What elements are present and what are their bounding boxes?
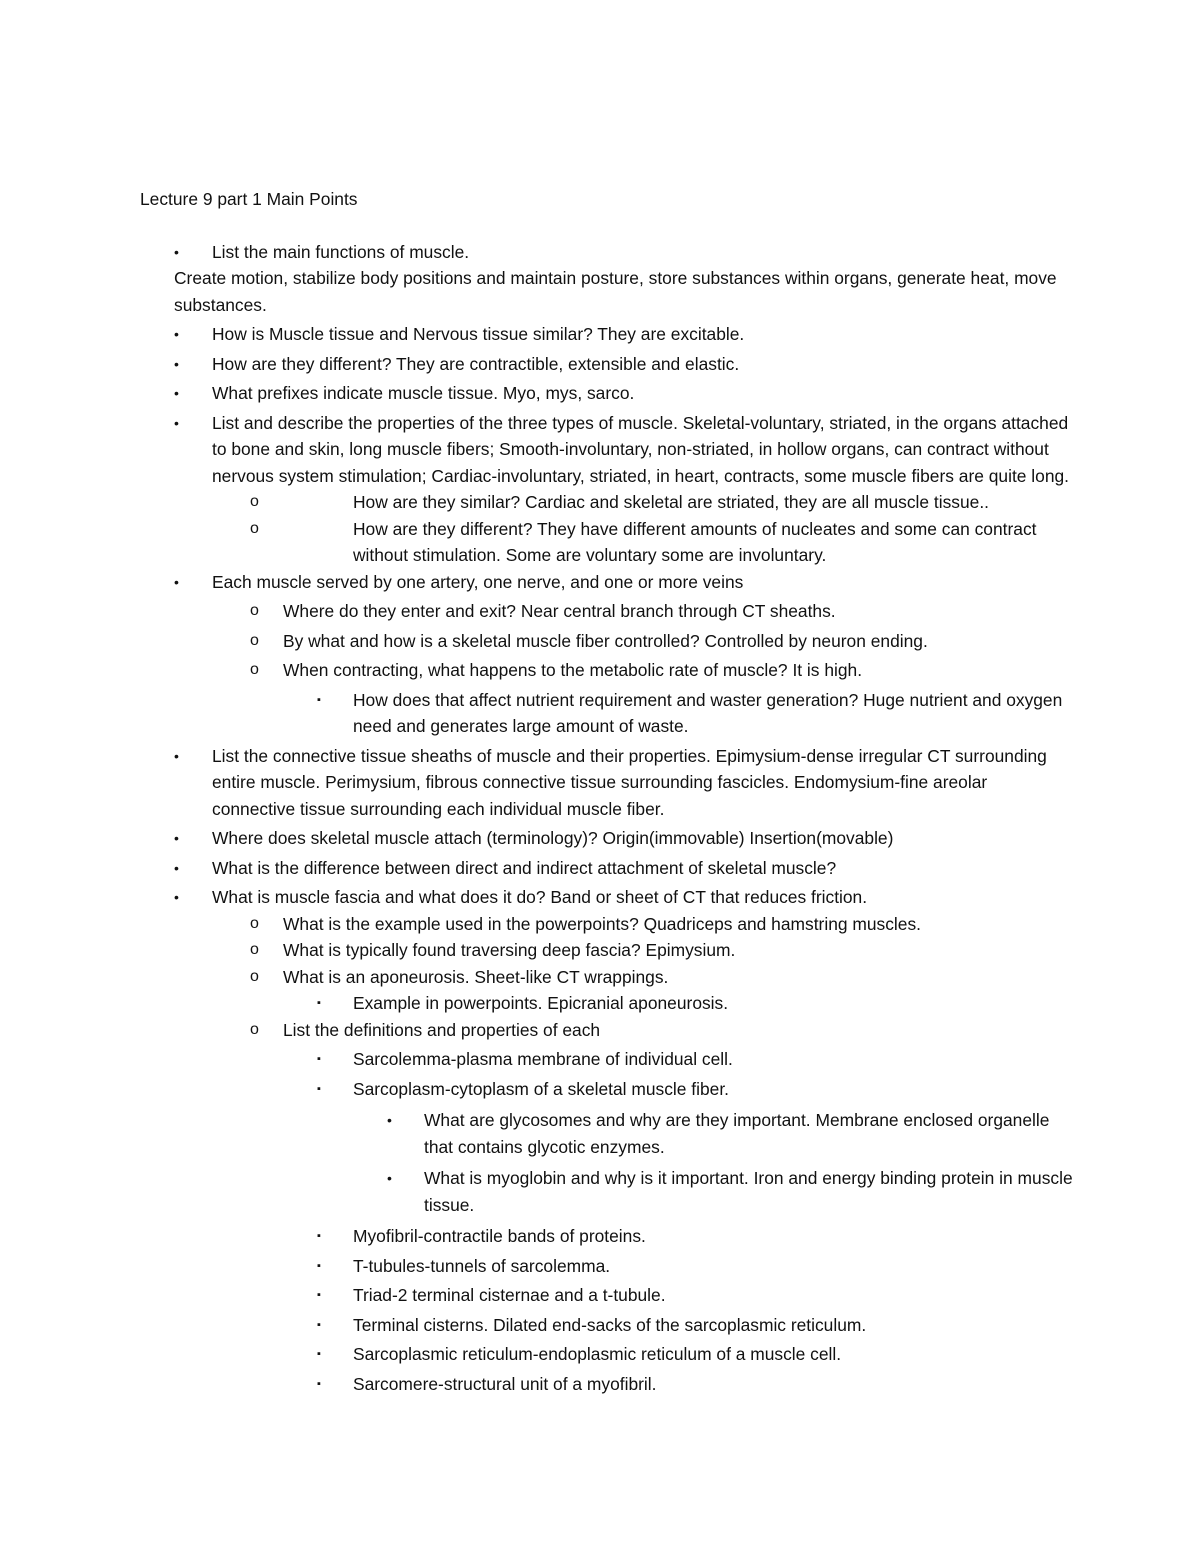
outline-item-text: How are they different? They have different amounts of nucleates and some can contract without stimulation. Some are voluntary some are involuntary. xyxy=(353,518,1037,565)
outline-item-text: How are they different? They are contractible, extensible and elastic. xyxy=(212,353,740,374)
outline-item-text: Each muscle served by one artery, one nerve, and one or more veins xyxy=(212,571,744,592)
outline-item-level-2 xyxy=(250,657,1083,684)
bullet-icon: • xyxy=(174,414,179,431)
circle-bullet-icon: o xyxy=(250,967,259,985)
outline-item-text: What is the example used in the powerpoints? Quadriceps and hamstring muscles. xyxy=(283,913,921,934)
circle-bullet-icon: o xyxy=(250,493,259,510)
outline-item-level-3 xyxy=(317,1223,1073,1250)
bullet-icon: • xyxy=(174,326,179,342)
outline-item-text: What is typically found traversing deep fascia? Epimysium. xyxy=(283,940,736,960)
outline-item-text: Sarcomere-structural unit of a myofibril. xyxy=(353,1373,657,1394)
outline-item-level-3 xyxy=(317,1046,1073,1073)
outline-item-level-2 xyxy=(250,489,1073,516)
outline-item-text: Sarcoplasmic reticulum-endoplasmic reticulum of a muscle cell. xyxy=(353,1344,842,1364)
outline-item-level-2 xyxy=(250,964,1083,991)
outline-item-level-1 xyxy=(174,884,1072,911)
bullet-icon: • xyxy=(387,1112,392,1128)
bullet-icon: • xyxy=(174,355,179,372)
outline-item-level-3 xyxy=(317,1076,1073,1103)
circle-bullet-icon: o xyxy=(250,602,259,619)
outline-item-level-2 xyxy=(250,598,1083,625)
square-bullet-icon: ▪ xyxy=(317,1377,321,1390)
outline-item-text: What is muscle fascia and what does it do? Band or sheet of CT that reduces friction. xyxy=(212,887,868,907)
outline-item-text: What is myoglobin and why is it important. Iron and energy binding protein in muscle tissue. xyxy=(424,1168,1073,1215)
square-bullet-icon: ▪ xyxy=(317,1259,321,1272)
outline-item-level-3 xyxy=(317,1253,1073,1280)
bullet-icon: • xyxy=(174,243,179,260)
bullet-icon: • xyxy=(174,573,179,590)
square-bullet-icon: ▪ xyxy=(317,1348,321,1360)
outline-item-text: What are glycosomes and why are they important. Membrane enclosed organelle that contains glycotic enzymes. xyxy=(424,1110,1050,1157)
bullet-icon: • xyxy=(174,859,179,876)
outline-item-text: By what and how is a skeletal muscle fiber controlled? Controlled by neuron ending. xyxy=(283,630,928,651)
outline-item-text: When contracting, what happens to the metabolic rate of muscle? It is high. xyxy=(283,660,863,680)
outline-item-text: T-tubules-tunnels of sarcolemma. xyxy=(353,1255,611,1276)
outline-item-text: List and describe the properties of the three types of muscle. Skeletal-voluntary, striated, in the organs attached to bone and skin, long muscle fibers; Smooth-involuntary, non-striated, in hollow organs, can contract without nervous system stimulation; Cardiac-involuntary, striated, in heart, contracts, some muscle fibers are quite long. xyxy=(212,412,1070,486)
square-bullet-icon: ▪ xyxy=(317,693,321,706)
outline-item-text: Myofibril-contractile bands of proteins. xyxy=(353,1226,646,1246)
square-bullet-icon: ▪ xyxy=(317,1053,321,1065)
outline-item-text: Sarcoplasm-cytoplasm of a skeletal muscle fiber. xyxy=(353,1078,729,1099)
outline-item-text: What is the difference between direct and indirect attachment of skeletal muscle? xyxy=(212,857,837,878)
outline-item-level-1 xyxy=(174,855,1072,882)
outline-item-level-1 xyxy=(174,239,1072,266)
bullet-icon: • xyxy=(174,830,179,846)
outline-item-level-1 xyxy=(174,410,1072,490)
square-bullet-icon: ▪ xyxy=(317,1318,321,1331)
bullet-icon: • xyxy=(174,385,179,401)
outline-item-level-1 xyxy=(174,825,1072,852)
outline-item-text: How does that affect nutrient requirement and waster generation? Huge nutrient and oxygen need and generates large amount of waste. xyxy=(353,689,1063,736)
bullet-icon: • xyxy=(387,1170,392,1186)
outline-item-level-3 xyxy=(317,990,1073,1017)
outline-item-text: Where do they enter and exit? Near central branch through CT sheaths. xyxy=(283,601,836,621)
outline-list xyxy=(0,239,1200,1398)
circle-bullet-icon: o xyxy=(250,631,259,649)
outline-item-level-2 xyxy=(250,937,1083,964)
outline-item-text: Sarcolemma-plasma membrane of individual cell. xyxy=(353,1049,733,1069)
circle-bullet-icon: o xyxy=(250,661,259,678)
outline-item-text: What is an aponeurosis. Sheet-like CT wrappings. xyxy=(283,966,669,987)
outline-item-text: Terminal cisterns. Dilated end-sacks of the sarcoplasmic reticulum. xyxy=(353,1314,867,1335)
square-bullet-icon: ▪ xyxy=(317,1230,321,1242)
outline-item-text: Example in powerpoints. Epicranial aponeurosis. xyxy=(353,993,729,1013)
outline-item-text: How is Muscle tissue and Nervous tissue similar? They are excitable. xyxy=(212,324,745,344)
outline-item-level-4 xyxy=(387,1107,1074,1160)
circle-bullet-icon: o xyxy=(250,519,259,537)
circle-bullet-icon: o xyxy=(250,941,259,958)
outline-item-level-2 xyxy=(250,628,1083,655)
outline-item-level-1 xyxy=(174,380,1072,407)
outline-item-level-1 xyxy=(174,743,1072,823)
square-bullet-icon: ▪ xyxy=(317,997,321,1009)
outline-item-level-1 xyxy=(174,351,1072,378)
outline-item-level-1 xyxy=(174,569,1072,596)
outline-item-text: How are they similar? Cardiac and skeletal are striated, they are all muscle tissue.. xyxy=(353,492,989,512)
bullet-icon: • xyxy=(174,889,179,905)
circle-bullet-icon: o xyxy=(250,1020,259,1038)
square-bullet-icon: ▪ xyxy=(317,1289,321,1301)
square-bullet-icon: ▪ xyxy=(317,1082,321,1095)
outline-item-text: List the connective tissue sheaths of muscle and their properties. Epimysium-dense irregular CT surrounding entire muscle. Perimysium, fibrous connective tissue surrounding fascicles. Endomysium-fine areolar connective tissue surrounding each individual muscle fiber. xyxy=(212,745,1047,819)
answer-paragraph: Create motion, stabilize body positions and maintain posture, store substances within organs, generate heat, move substances. xyxy=(174,268,1057,315)
outline-item-level-3 xyxy=(317,1282,1073,1309)
outline-item-text: List the definitions and properties of each xyxy=(283,1019,601,1040)
bullet-icon: • xyxy=(174,747,179,764)
document-body xyxy=(0,186,1200,1397)
outline-item-level-4 xyxy=(387,1165,1074,1218)
outline-item-level-2 xyxy=(250,911,1083,938)
document-title: Lecture 9 part 1 Main Points xyxy=(140,189,358,209)
outline-item-level-1 xyxy=(174,321,1072,348)
outline-item-level-3 xyxy=(317,1341,1073,1368)
outline-item-text: Where does skeletal muscle attach (terminology)? Origin(immovable) Insertion(movable) xyxy=(212,828,894,848)
outline-item-text: What prefixes indicate muscle tissue. Myo, mys, sarco. xyxy=(212,383,635,403)
outline-item-text: List the main functions of muscle. xyxy=(212,241,470,262)
outline-item-level-3 xyxy=(317,687,1073,740)
circle-bullet-icon: o xyxy=(250,914,259,932)
outline-item-text: Triad-2 terminal cisternae and a t-tubule. xyxy=(353,1285,666,1305)
outline-item-level-3 xyxy=(317,1312,1073,1339)
outline-item-level-2 xyxy=(250,516,1073,569)
outline-item-level-3 xyxy=(317,1371,1073,1398)
outline-item-level-2 xyxy=(250,1017,1083,1044)
